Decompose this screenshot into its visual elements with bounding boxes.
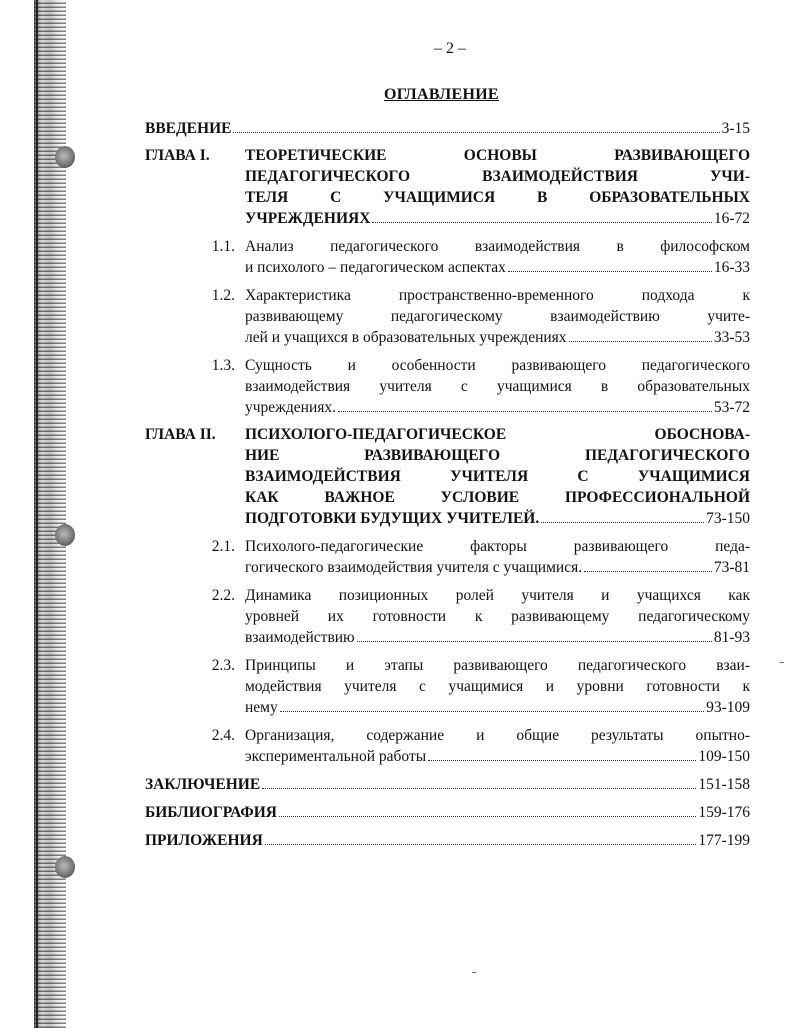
section-title-line: Сущность и особенности развивающего педагогического (245, 357, 750, 374)
toc-chapter-1[interactable] (145, 145, 750, 229)
chapter-label: ГЛАВА I. (145, 147, 210, 164)
dot-leader (584, 570, 712, 572)
table-of-contents (145, 118, 750, 851)
section-number: 1.1. (211, 238, 235, 255)
entry-pages: 159-176 (698, 804, 750, 821)
entry-pages: 73-150 (706, 510, 750, 527)
chapter-title-line: КАК ВАЖНОЕ УСЛОВИЕ ПРОФЕССИОНАЛЬНОЙ (245, 489, 750, 506)
section-number: 2.3. (211, 657, 235, 674)
dot-leader (541, 521, 704, 523)
section-number: 2.2. (211, 587, 235, 604)
dot-leader (262, 787, 696, 789)
section-title-line: Динамика позиционных ролей учителя и учащихся как (245, 587, 750, 604)
entry-pages: 93-109 (706, 699, 750, 716)
section-title-line: и психолого – педагогическом аспектах (245, 259, 506, 276)
section-title-line: гогического взаимодействия учителя с учащимися. (245, 559, 583, 576)
section-title-line: нему (245, 699, 278, 716)
toc-entry-introduction[interactable] (145, 118, 750, 139)
punch-hole (55, 856, 75, 878)
entry-pages: 3-15 (721, 120, 750, 137)
chapter-title-line: ТЕЛЯ С УЧАЩИМИСЯ В ОБРАЗОВАТЕЛЬНЫХ (245, 189, 750, 206)
chapter-title-line: ТЕОРЕТИЧЕСКИЕ ОСНОВЫ РАЗВИВАЮЩЕГО (245, 147, 750, 164)
toc-entry-bibliography[interactable] (145, 802, 750, 823)
entry-pages: 177-199 (698, 832, 750, 849)
section-title-line: взаимодействию (245, 629, 355, 646)
entry-pages: 73-81 (713, 559, 750, 576)
dot-leader (372, 221, 711, 223)
section-number: 2.4. (211, 727, 235, 744)
toc-section-1-3[interactable] (145, 355, 750, 418)
chapter-label: ГЛАВА II. (145, 426, 216, 443)
section-title-line: Организация, содержание и общие результаты опытно- (245, 727, 750, 744)
page-number: – 2 – (434, 40, 466, 57)
entry-pages: 109-150 (698, 748, 750, 765)
entry-title: ЗАКЛЮЧЕНИЕ (145, 776, 261, 793)
toc-entry-conclusion[interactable] (145, 774, 750, 795)
dot-leader (569, 340, 712, 342)
scan-binding-edge (36, 0, 38, 1028)
dot-leader (357, 640, 712, 642)
section-title-line: развивающему педагогическому взаимодействию учите- (245, 308, 750, 325)
dot-leader (279, 815, 696, 817)
section-title-line: уровней их готовности к развивающему педагогическому (245, 608, 750, 625)
entry-pages: 33-53 (713, 329, 750, 346)
dot-leader (265, 843, 697, 845)
section-title-line: Характеристика пространственно-временного подхода к (245, 287, 750, 304)
chapter-title-line: ВЗАИМОДЕЙСТВИЯ УЧИТЕЛЯ С УЧАЩИМИСЯ (245, 468, 750, 485)
toc-entry-appendices[interactable] (145, 830, 750, 851)
entry-pages: 53-72 (713, 399, 750, 416)
section-title-line: Анализ педагогического взаимодействия в философском (245, 238, 750, 255)
punch-hole (55, 524, 75, 546)
section-number: 1.3. (211, 357, 235, 374)
toc-section-1-2[interactable] (145, 285, 750, 348)
scan-speck (780, 662, 784, 663)
section-title-line: Психолого-педагогические факторы развивающего педа- (245, 538, 750, 555)
dot-leader (280, 710, 704, 712)
dot-leader (428, 759, 696, 761)
entry-pages: 151-158 (698, 776, 750, 793)
dot-leader (508, 270, 712, 272)
punch-hole (55, 146, 75, 168)
chapter-title-line: ПЕДАГОГИЧЕСКОГО ВЗАИМОДЕЙСТВИЯ УЧИ- (245, 168, 750, 185)
section-title-line: модействия учителя с учащимися и уровни готовности к (245, 678, 750, 695)
toc-section-2-3[interactable] (145, 655, 750, 718)
dot-leader (338, 410, 712, 412)
section-title-line: учреждениях. (245, 399, 336, 416)
toc-section-2-1[interactable] (145, 536, 750, 578)
toc-section-2-4[interactable] (145, 725, 750, 767)
toc-section-2-2[interactable] (145, 585, 750, 648)
entry-pages: 16-72 (713, 210, 750, 227)
entry-pages: 81-93 (713, 629, 750, 646)
entry-title: ВВЕДЕНИЕ (145, 120, 232, 137)
entry-pages: 16-33 (713, 259, 750, 276)
dot-leader (233, 131, 719, 133)
chapter-title-line: ПОДГОТОВКИ БУДУЩИХ УЧИТЕЛЕЙ. (245, 510, 540, 527)
section-number: 2.1. (211, 538, 235, 555)
section-title-line: взаимодействия учителя с учащимися в образовательных (245, 378, 750, 395)
section-title-line: Принципы и этапы развивающего педагогического взаи- (245, 657, 750, 674)
chapter-title-line: УЧРЕЖДЕНИЯХ (245, 210, 371, 227)
chapter-title-line: ПСИХОЛОГО-ПЕДАГОГИЧЕСКОЕ ОБОСНОВА- (245, 426, 750, 443)
scan-speck (472, 972, 476, 973)
toc-section-1-1[interactable] (145, 236, 750, 278)
entry-title: БИБЛИОГРАФИЯ (145, 804, 277, 821)
toc-chapter-2[interactable] (145, 424, 750, 529)
section-title-line: лей и учащихся в образовательных учреждениях (245, 329, 567, 346)
chapter-title-line: НИЕ РАЗВИВАЮЩЕГО ПЕДАГОГИЧЕСКОГО (245, 447, 750, 464)
page-title: ОГЛАВЛЕНИЕ (384, 86, 499, 103)
section-number: 1.2. (211, 287, 235, 304)
section-title-line: экспериментальной работы (245, 748, 427, 765)
entry-title: ПРИЛОЖЕНИЯ (145, 832, 263, 849)
